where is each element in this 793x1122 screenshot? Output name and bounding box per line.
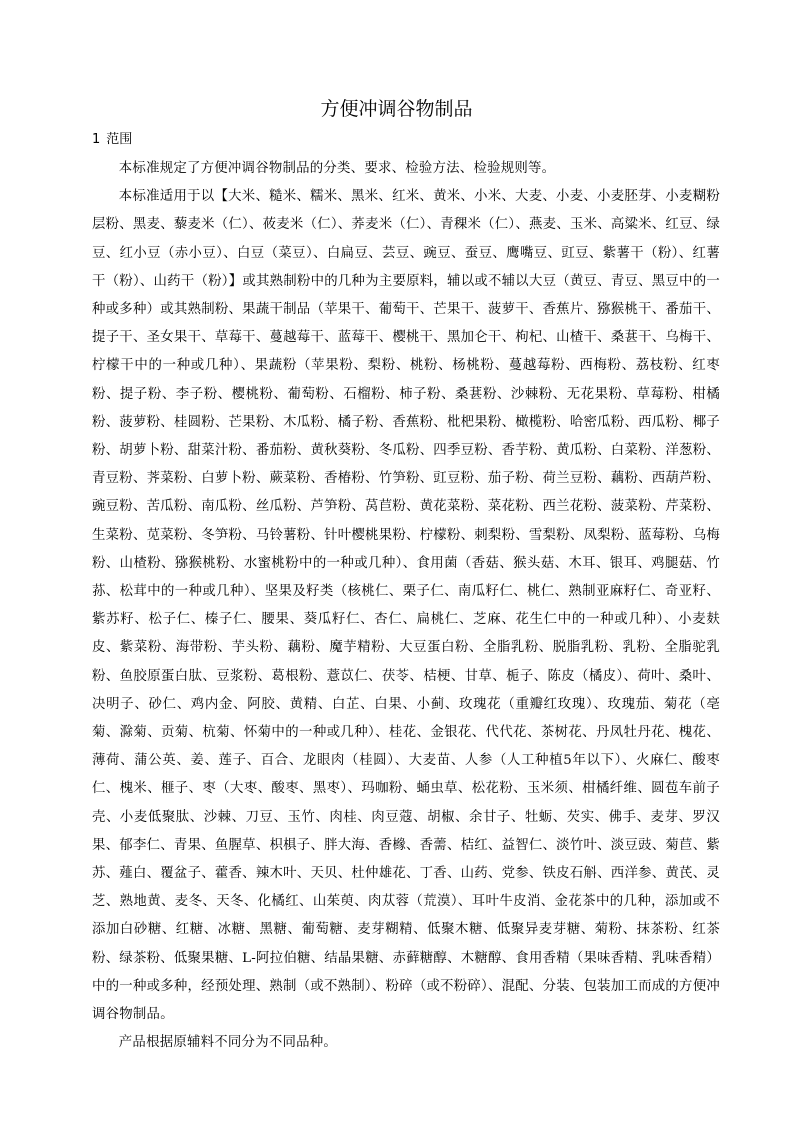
document-body	[92, 155, 720, 1058]
section-heading	[92, 130, 132, 150]
document-title: 方便冲调谷物制品	[320, 98, 473, 120]
variety-paragraph: 产品根据原辅料不同分为不同品种。	[118, 1035, 338, 1051]
applicability-paragraph: 本标准适用于以【大米、糙米、糯米、黑米、红米、黄米、小米、大麦、小麦、小麦胚芽、小麦糊粉层粉、黑麦、藜麦米（仁）、莜麦米（仁）、荞麦米（仁）、青稞米（仁）、燕麦、玉米、高粱米、红豆、绿豆、红小豆（赤小豆）、白豆（菜豆）、白扁豆、芸豆、豌豆、蚕豆、鹰嘴豆、豇豆、紫薯干（粉）、红薯干（粉）、山药干（粉）】或其熟制粉中的几种为主要原料，辅以或不辅以大豆（黄豆、青豆、黑豆中的一种或多种）或其熟制粉、果蔬干制品（苹果干、葡萄干、芒果干、菠萝干、香蕉片、猕猴桃干、番茄干、提子干、圣女果干、草莓干、蔓越莓干、蓝莓干、樱桃干、黑加仑干、枸杞、山楂干、桑葚干、乌梅干、柠檬干中的一种或几种）、果蔬粉（苹果粉、梨粉、桃粉、杨桃粉、蔓越莓粉、西梅粉、荔枝粉、红枣粉、提子粉、李子粉、樱桃粉、葡萄粉、石榴粉、柿子粉、桑葚粉、沙棘粉、无花果粉、草莓粉、柑橘粉、菠萝粉、桂圆粉、芒果粉、木瓜粉、橘子粉、香蕉粉、枇杷果粉、橄榄粉、哈密瓜粉、西瓜粉、椰子粉、胡萝卜粉、甜菜汁粉、番茄粉、黄秋葵粉、冬瓜粉、四季豆粉、香芋粉、黄瓜粉、白菜粉、洋葱粉、青豆粉、荠菜粉、白萝卜粉、蕨菜粉、香椿粉、竹笋粉、豇豆粉、茄子粉、荷兰豆粉、藕粉、西葫芦粉、豌豆粉、苦瓜粉、南瓜粉、丝瓜粉、芦笋粉、莴苣粉、黄花菜粉、菜花粉、西兰花粉、菠菜粉、芹菜粉、生菜粉、苋菜粉、冬笋粉、马铃薯粉、针叶樱桃果粉、柠檬粉、刺梨粉、雪梨粉、凤梨粉、蓝莓粉、乌梅粉、山楂粉、猕猴桃粉、水蜜桃粉中的一种或几种）、食用菌（香菇、猴头菇、木耳、银耳、鸡腿菇、竹荪、松茸中的一种或几种）、坚果及籽类（核桃仁、栗子仁、南瓜籽仁、桃仁、熟制亚麻籽仁、奇亚籽、紫苏籽、松子仁、榛子仁、腰果、葵瓜籽仁、杏仁、扁桃仁、芝麻、花生仁中的一种或几种）、小麦麸皮、紫菜粉、海带粉、芋头粉、藕粉、魔芋精粉、大豆蛋白粉、全脂乳粉、脱脂乳粉、乳粉、全脂驼乳粉、鱼胶原蛋白肽、豆浆粉、葛根粉、薏苡仁、茯苓、桔梗、甘草、栀子、陈皮（橘皮）、荷叶、桑叶、决明子、砂仁、鸡内金、阿胶、黄精、白芷、白果、小蓟、玫瑰花（重瓣红玫瑰）、玫瑰茄、菊花（亳菊、滁菊、贡菊、杭菊、怀菊中的一种或几种）、桂花、金银花、代代花、茶树花、丹凤牡丹花、槐花、薄荷、蒲公英、姜、莲子、百合、龙眼肉（桂圆）、大麦苗、人参（人工种植5年以下）、火麻仁、酸枣仁、槐米、榧子、枣（大枣、酸枣、黑枣）、玛咖粉、蛹虫草、松花粉、玉米须、柑橘纤维、圆苞车前子壳、小麦低聚肽、沙棘、刀豆、玉竹、肉桂、肉豆蔻、胡椒、余甘子、牡蛎、芡实、佛手、麦芽、罗汉果、郁李仁、青果、鱼腥草、枳椇子、胖大海、香橼、香薷、桔红、益智仁、淡竹叶、淡豆豉、菊苣、紫苏、薤白、覆盆子、藿香、辣木叶、天贝、杜仲雄花、丁香、山药、党参、铁皮石斛、西洋参、黄芪、灵芝、熟地黄、麦冬、天冬、化橘红、山茱萸、肉苁蓉（荒漠）、耳叶牛皮消、金花茶中的几种，添加或不添加白砂糖、红糖、冰糖、黑糖、葡萄糖、麦芽糊精、低聚木糖、低聚异麦芽糖、菊粉、抹茶粉、红茶粉、绿茶粉、低聚果糖、L-阿拉伯糖、结晶果糖、赤藓糖醇、木糖醇、食用香精（果味香精、乳味香精）中的一种或多种，经预处理、熟制（或不熟制）、粉碎（或不粉碎）、混配、分装、包装加工而成的方便冲调谷物制品。	[92, 189, 720, 1023]
scope-paragraph: 本标准规定了方便冲调谷物制品的分类、要求、检验方法、检验规则等。	[118, 161, 556, 176]
section-heading-text: 范围	[106, 132, 133, 147]
section-number: 1	[92, 132, 101, 147]
